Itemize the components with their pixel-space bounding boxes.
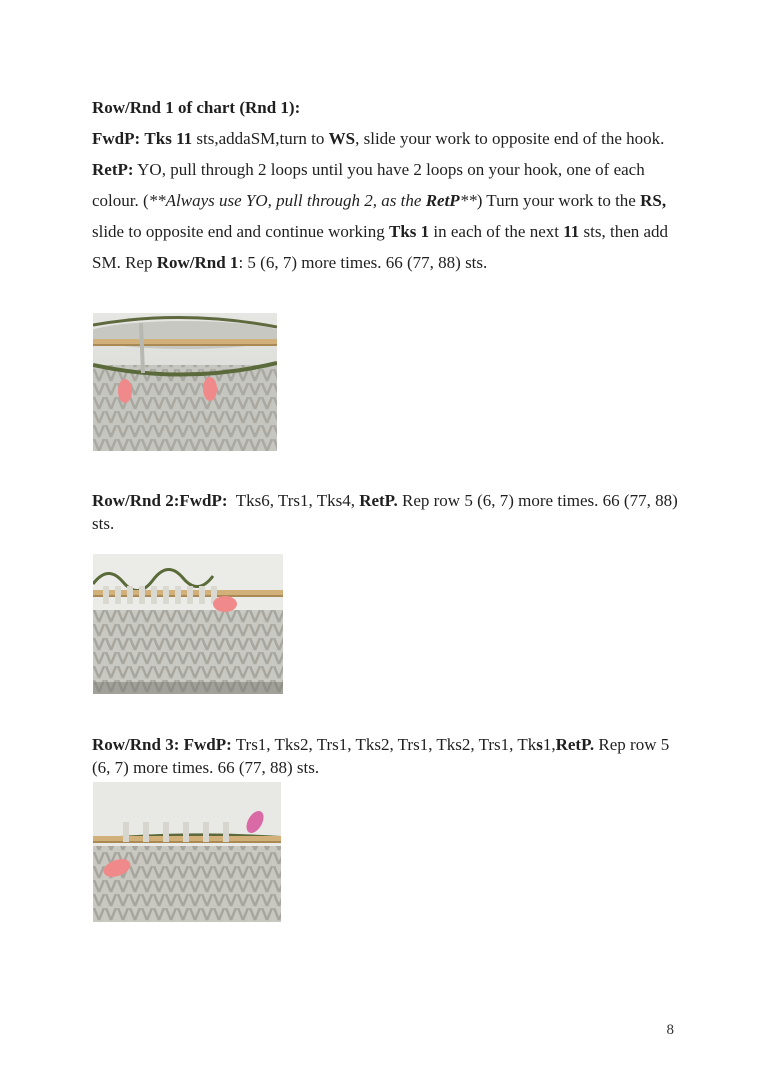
row-1-text: YO, pull through 2 loops until you have 2 loops on your hook, one of each colour. ( — [92, 160, 645, 210]
row-3-text: Rep row 5 (6, 7) more times. 66 (77, 88) sts. — [92, 735, 670, 777]
knitting-photo-row-2 — [93, 554, 283, 694]
knitting-photo-row-1 — [93, 313, 277, 451]
knitting-photo-row-3 — [93, 782, 281, 922]
tks1-text: Tks 1 — [388, 222, 430, 241]
row-1-heading: Row/Rnd 1 of chart (Rnd 1): — [92, 98, 301, 117]
rowrnd1-text: Row/Rnd 1 — [156, 253, 239, 272]
row-1-text: sts, then add SM. Rep — [92, 222, 669, 272]
row-3-text: 1, — [542, 735, 556, 754]
row-1-text: , slide your work to opposite end of the hook. — [355, 129, 665, 148]
bold-s-text: s — [536, 735, 543, 754]
row-1-text: ) Turn your work to the — [476, 191, 641, 210]
italic-note: **Always use YO, pull through 2, as the — [148, 191, 426, 210]
retp-label: RetP: — [92, 160, 134, 179]
row-1-text: in each of the next — [429, 222, 564, 241]
row-2-text: Rep row 5 (6, 7) more times. 66 (77, 88) sts. — [92, 491, 678, 533]
italic-bold-note: RetP — [425, 191, 460, 210]
page-number: 8 — [666, 1022, 674, 1038]
row-1-text: slide to opposite end and continue working — [92, 222, 389, 241]
knitting-photo-graphic — [93, 782, 281, 922]
row-1-text: sts,addaSM,turn to — [192, 129, 329, 148]
knitting-photo-graphic — [93, 554, 283, 694]
retp-label: RetP. — [359, 491, 398, 510]
italic-note: ** — [459, 191, 477, 210]
rs-text: RS, — [640, 191, 667, 210]
row-1-text: : 5 (6, 7) more times. 66 (77, 88) sts. — [238, 253, 488, 272]
row-3-heading: Row/Rnd 3: FwdP: — [92, 735, 232, 754]
n11-text: 11 — [563, 222, 580, 241]
ws-text: WS — [328, 129, 356, 148]
knitting-photo-graphic — [93, 313, 277, 451]
row-3-text: Trs1, Tks2, Trs1, Tks2, Trs1, Tks2, Trs1, Tk — [231, 735, 537, 754]
row-2-heading: Row/Rnd 2:FwdP: — [92, 491, 228, 510]
row-3-instructions — [92, 733, 682, 779]
tks11-text: Tks 11 — [144, 129, 193, 148]
fwdp-label: FwdP: — [92, 129, 141, 148]
row-2-text: Tks6, Trs1, Tks4, — [227, 491, 360, 510]
row-1-instructions — [92, 92, 682, 278]
row-2-instructions — [92, 489, 682, 535]
retp-label: RetP. — [555, 735, 595, 754]
